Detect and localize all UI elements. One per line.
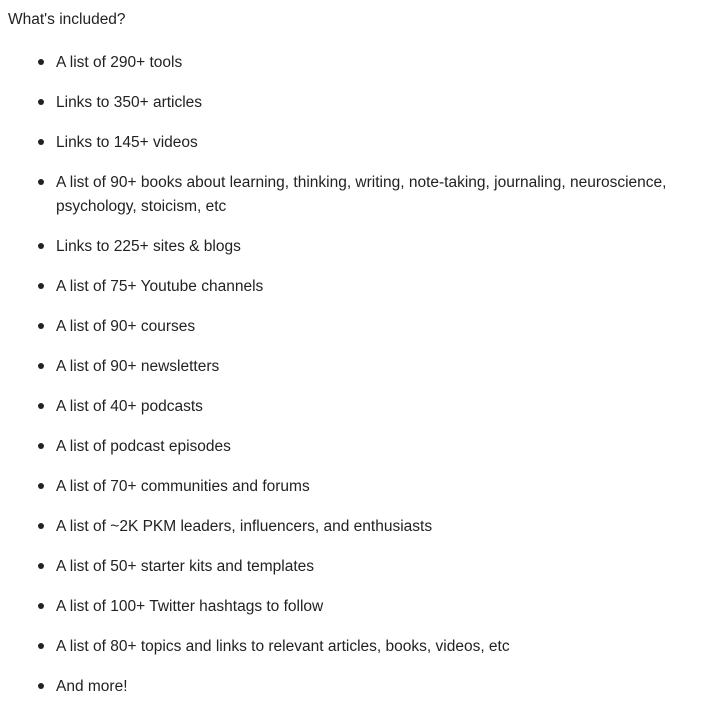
list-item: Links to 145+ videos (0, 131, 709, 155)
list-item: A list of 290+ tools (0, 51, 709, 75)
list-item: A list of podcast episodes (0, 435, 709, 459)
list-item: A list of 80+ topics and links to relevant articles, books, videos, etc (0, 635, 709, 659)
list-item: A list of 70+ communities and forums (0, 475, 709, 499)
list-item: A list of 90+ courses (0, 315, 709, 339)
list-item: A list of 90+ newsletters (0, 355, 709, 379)
list-item: A list of 100+ Twitter hashtags to follow (0, 595, 709, 619)
list-item: Links to 225+ sites & blogs (0, 235, 709, 259)
section-heading: What's included? (8, 11, 126, 28)
list-item: A list of 50+ starter kits and templates (0, 555, 709, 579)
list-item: Links to 350+ articles (0, 91, 709, 115)
list-item: A list of 40+ podcasts (0, 395, 709, 419)
list-item: And more! (0, 675, 709, 699)
list-item: A list of 75+ Youtube channels (0, 275, 709, 299)
included-list (0, 51, 709, 715)
list-item: A list of 90+ books about learning, thinking, writing, note-taking, journaling, neuroscience, psychology, stoicism, etc (0, 171, 709, 219)
list-item: A list of ~2K PKM leaders, influencers, and enthusiasts (0, 515, 709, 539)
